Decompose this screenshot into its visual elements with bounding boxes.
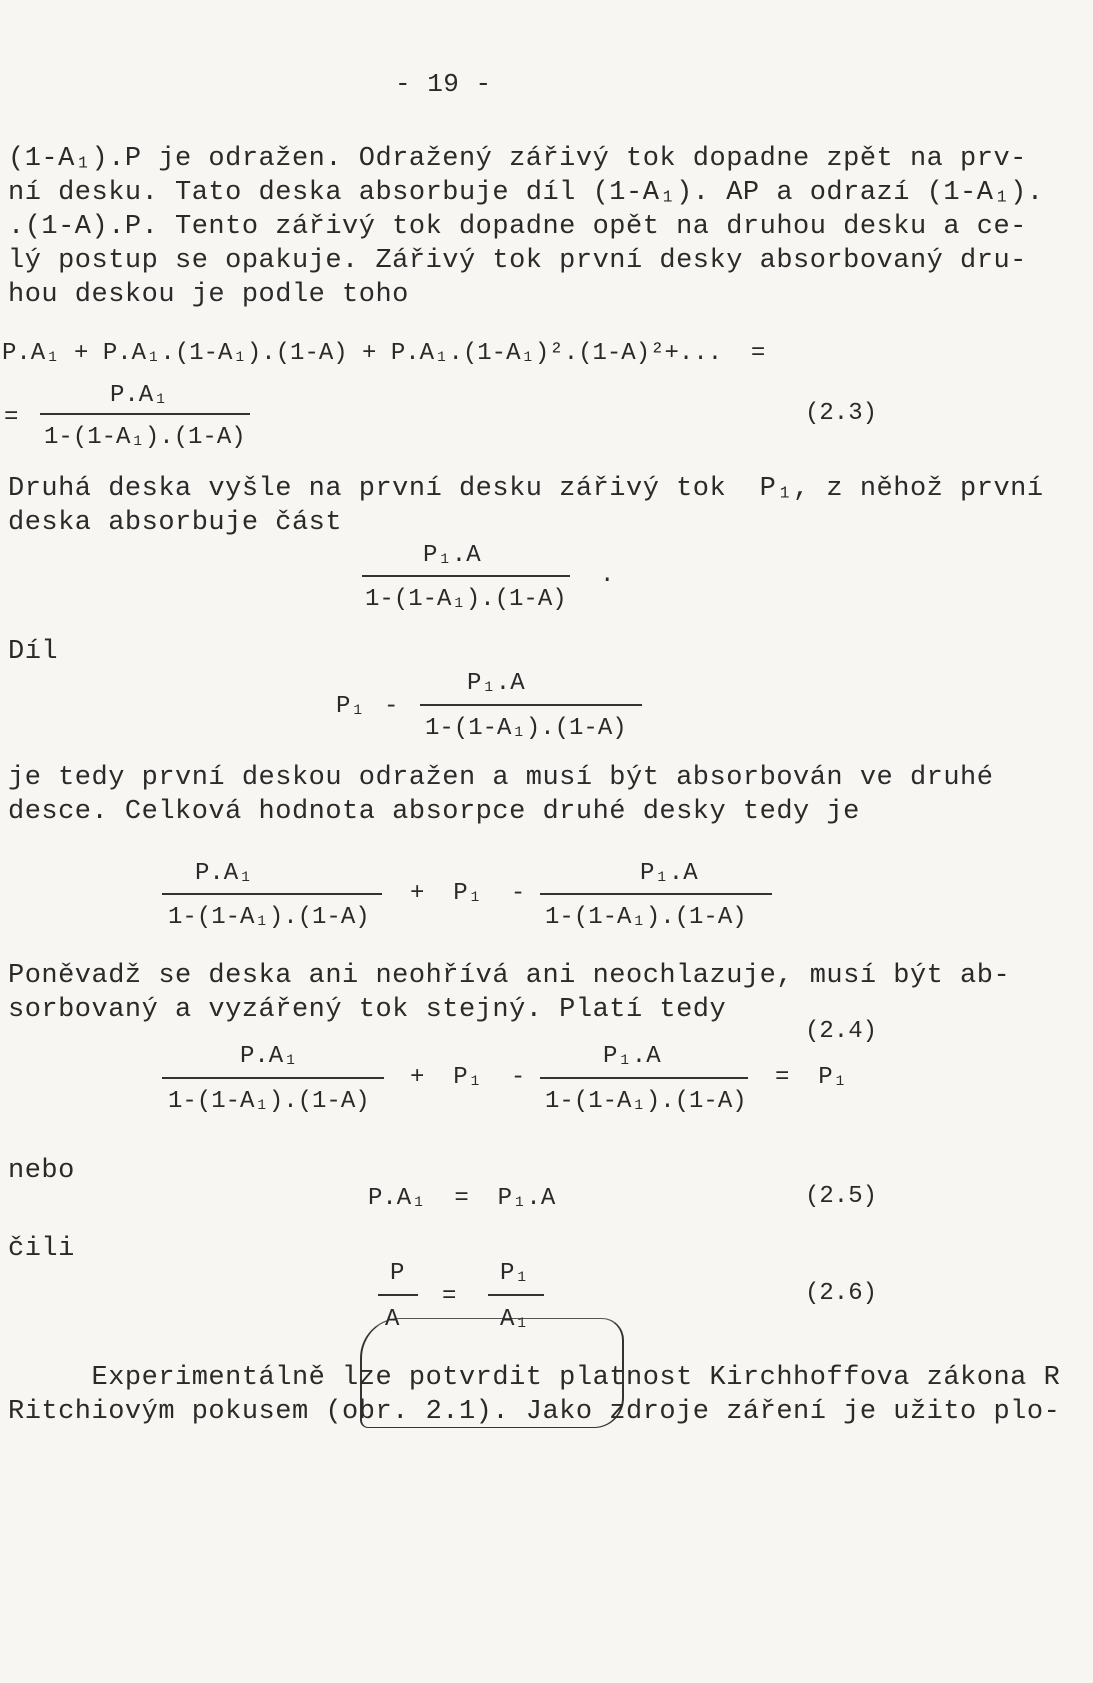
fraction-bar <box>378 1294 418 1296</box>
text-line: Experimentálně lze potvrdit platnost Kirchhoffova zákona R <box>8 1363 1061 1393</box>
fraction-numerator: P.A₁ <box>240 1043 298 1070</box>
fraction-bar <box>40 413 250 415</box>
text-line: hou deskou je podle toho <box>8 280 409 310</box>
fraction-bar <box>488 1294 544 1296</box>
period: . <box>600 562 615 589</box>
fraction-denominator: 1-(1-A₁).(1-A) <box>545 1088 747 1115</box>
text-line: sorbovaný a vyzářený tok stejný. Platí tedy <box>8 995 727 1025</box>
equation-2-5: P.A₁ = P₁.A <box>368 1185 556 1212</box>
equals-sign: = <box>4 404 19 431</box>
fraction-denominator: 1-(1-A₁).(1-A) <box>545 904 747 931</box>
fraction-numerator: P.A₁ <box>110 382 168 409</box>
equation-number: (2.4) <box>805 1018 878 1045</box>
fraction-bar <box>362 575 570 577</box>
equation-number: (2.3) <box>805 400 878 427</box>
rhs-term: = P₁ <box>775 1064 848 1091</box>
text-line: Poněvadž se deska ani neohřívá ani neochlazuje, musí být ab- <box>8 961 1011 991</box>
fraction-bar <box>420 704 642 706</box>
fraction-denominator: 1-(1-A₁).(1-A) <box>168 1088 370 1115</box>
fraction-denominator: 1-(1-A₁).(1-A) <box>168 904 370 931</box>
equation-series: P.A₁ + P.A₁.(1-A₁).(1-A) + P.A₁.(1-A₁)².(1-A)²+... = <box>2 340 766 367</box>
text-line: .(1-A).P. Tento zářivý tok dopadne opět na druhou desku a ce- <box>8 212 1027 242</box>
fraction-bar <box>162 893 382 895</box>
fraction-numerator: P₁.A <box>603 1043 661 1070</box>
fraction-numerator: P.A₁ <box>195 860 253 887</box>
fraction-denominator: 1-(1-A₁).(1-A) <box>44 424 246 451</box>
fraction-numerator: P₁.A <box>640 860 698 887</box>
fraction-bar <box>540 893 772 895</box>
text-line: (1-A₁).P je odražen. Odražený zářivý tok dopadne zpět na prv- <box>8 144 1027 174</box>
text-line: lý postup se opakuje. Zářivý tok první desky absorbovaný dru- <box>8 246 1027 276</box>
term-p1: P₁ <box>336 693 365 720</box>
minus-sign: - <box>384 693 399 720</box>
text-line: deska absorbuje část <box>8 508 343 538</box>
fraction-numerator: P₁.A <box>423 542 481 569</box>
text-line: ní desku. Tato deska absorbuje díl (1-A₁). AP a odrazí (1-A₁). <box>8 178 1044 208</box>
fraction-denominator: A <box>385 1306 400 1333</box>
text-line: čili <box>8 1234 75 1264</box>
equation-number: (2.6) <box>805 1280 878 1307</box>
page-number: - 19 - <box>395 69 492 99</box>
text-line: Díl <box>8 637 59 667</box>
fraction-denominator: A₁ <box>500 1306 529 1333</box>
operator-group: + P₁ - <box>410 1064 526 1091</box>
fraction-bar <box>162 1077 384 1079</box>
equals-sign: = <box>442 1283 457 1310</box>
operator-group: + P₁ - <box>410 880 526 907</box>
text-line: je tedy první deskou odražen a musí být absorbován ve druhé <box>8 763 994 793</box>
fraction-numerator: P <box>390 1260 405 1287</box>
fraction-bar <box>540 1077 748 1079</box>
fraction-denominator: 1-(1-A₁).(1-A) <box>365 586 567 613</box>
text-line: Druhá deska vyšle na první desku zářivý tok P₁, z něhož první <box>8 474 1044 504</box>
fraction-numerator: P₁.A <box>467 670 525 697</box>
text-line: Ritchiovým pokusem (obr. 2.1). Jako zdroje záření je užito plo- <box>8 1397 1061 1427</box>
text-line: desce. Celková hodnota absorpce druhé desky tedy je <box>8 797 860 827</box>
equation-number: (2.5) <box>805 1183 878 1210</box>
fraction-denominator: 1-(1-A₁).(1-A) <box>425 715 627 742</box>
fraction-numerator: P₁ <box>500 1260 529 1287</box>
text-line: nebo <box>8 1156 75 1186</box>
